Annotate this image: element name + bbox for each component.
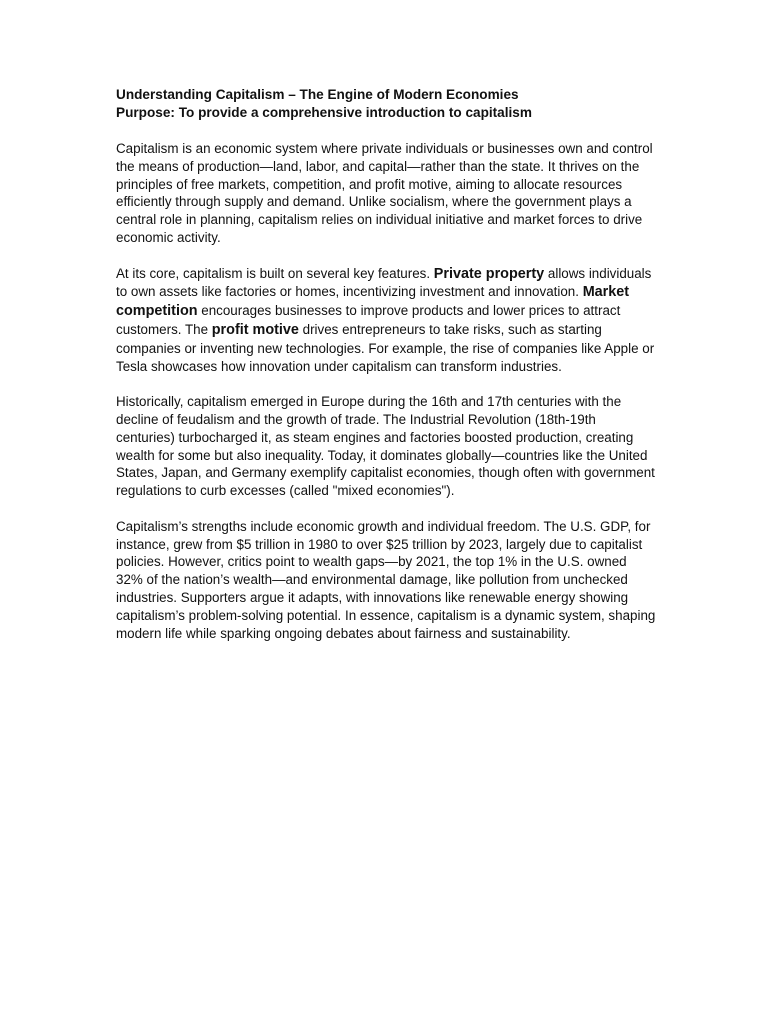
paragraph-key-features <box>116 265 656 376</box>
paragraph-introduction: Capitalism is an economic system where private individuals or businesses own and control the means of production—land, labor, and capital—rather than the state. It thrives on the principles of free markets, competition, and profit motive, aiming to allocate resources efficiently through supply and demand. Unlike socialism, where the government plays a central role in planning, capitalism relies on individual initiative and market forces to drive economic activity. <box>116 141 653 245</box>
document-purpose: Purpose: To provide a comprehensive introduction to capitalism <box>116 105 532 120</box>
document-title: Understanding Capitalism – The Engine of Modern Economies <box>116 87 519 102</box>
paragraph-strengths-criticism: Capitalism’s strengths include economic growth and individual freedom. The U.S. GDP, for instance, grew from $5 trillion in 1980 to over $25 trillion by 2023, largely due to capitalist policies. However, critics point to wealth gaps—by 2021, the top 1% in the U.S. owned 32% of the nation’s wealth—and environmental damage, like pollution from unchecked industries. Supporters argue it adapts, with innovations like renewable energy showing capitalism’s problem-solving potential. In essence, capitalism is a dynamic system, shaping modern life while sparking ongoing debates about fairness and sustainability. <box>116 518 656 641</box>
term-market-competition: Market competition <box>116 284 630 320</box>
paragraph-history: Historically, capitalism emerged in Europe during the 16th and 17th centuries with the decline of feudalism and the growth of trade. The Industrial Revolution (18th-19th centuries) turbocharged it, as steam engines and factories boosted production, creating wealth for some but also inequality. Today, it dominates globally—countries like the United States, Japan, and Germany exemplify capitalist economies, though often with government regulations to curb excesses (called "mixed economies"). <box>116 394 655 499</box>
term-profit-motive: profit motive <box>211 321 299 338</box>
key-features-text-3: drives entrepreneurs to take risks, such as starting companies or inventing new technologies. For example, the rise of companies like Apple or Tesla showcases how innovation under capitalism can transform industries. <box>116 321 655 374</box>
document-page <box>116 86 656 642</box>
key-features-text-1: allows individuals to own assets like factories or homes, incentivizing investment and innovation. <box>116 265 652 300</box>
key-features-text-2: encourages businesses to improve products and lower prices to attract customers. The <box>116 303 621 337</box>
key-features-intro-text: At its core, capitalism is built on several key features. <box>116 265 434 281</box>
term-private-property: Private property <box>433 265 545 282</box>
